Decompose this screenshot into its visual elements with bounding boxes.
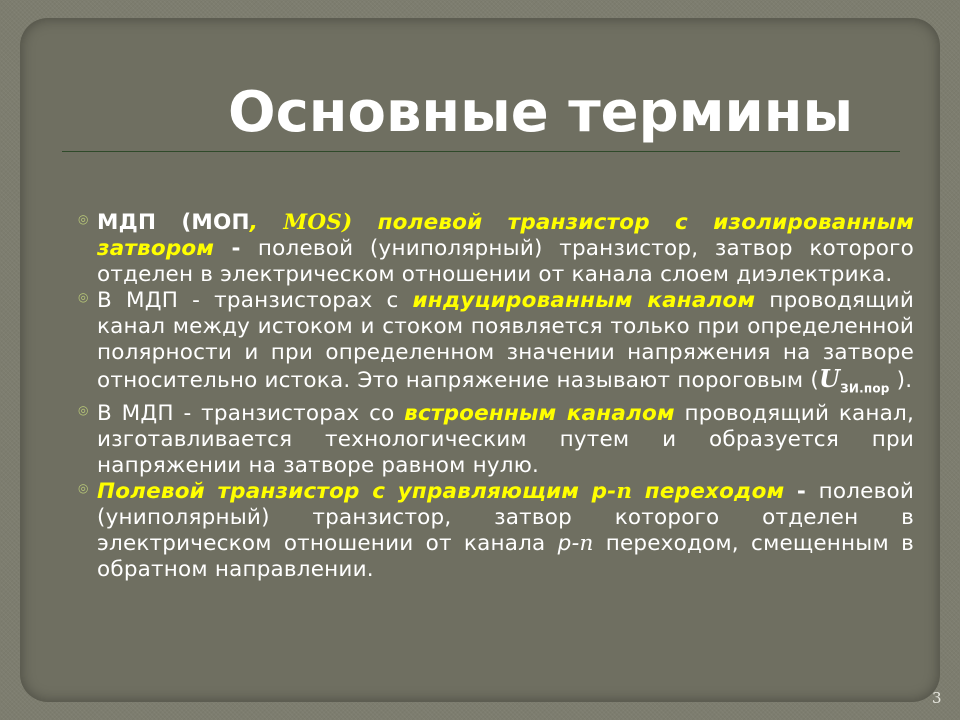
list-item — [78, 401, 914, 479]
term-built-in-channel: В МДП - транзисторах со встроенным каналом проводящий канал, изготавливается технологическим путем и образуется при напряжении на затворе равном нулю. — [97, 401, 914, 479]
bullet-icon: ◎ — [78, 403, 89, 418]
bullet-icon: ◎ — [78, 290, 89, 304]
page-number: 3 — [932, 689, 942, 707]
term-mdp: МДП (МОП, MOS) полевой транзистор с изолированным затвором - полевой (униполярный) транзистор, затвор которого отделен в электрическом отношении от канала слоем диэлектрика. — [97, 210, 914, 287]
list-item — [78, 479, 914, 583]
list-item — [78, 210, 914, 288]
slide-title: Основные термины — [228, 80, 854, 145]
list-item — [78, 288, 914, 401]
term-pn-junction-fet: Полевой транзистор с управляющим p-n переходом - полевой (униполярный) транзистор, затвор которого отделен в электрическом отношении от канала p-n переходом, смещенным в обратном направлении. — [97, 479, 915, 583]
terms-list — [78, 210, 914, 583]
bullet-icon: ◎ — [78, 212, 89, 226]
term-induced-channel: В МДП - транзисторах с индуцированным каналом проводящий канал между истоком и стоком появляется только при определенной полярности и при определенном значении напряжения на затворе относительно истока. Это напряжение называют пороговым ($U_{ЗИ.пор}$ ). — [97, 288, 914, 396]
bullet-icon: ◎ — [78, 481, 89, 496]
title-divider — [62, 151, 900, 152]
